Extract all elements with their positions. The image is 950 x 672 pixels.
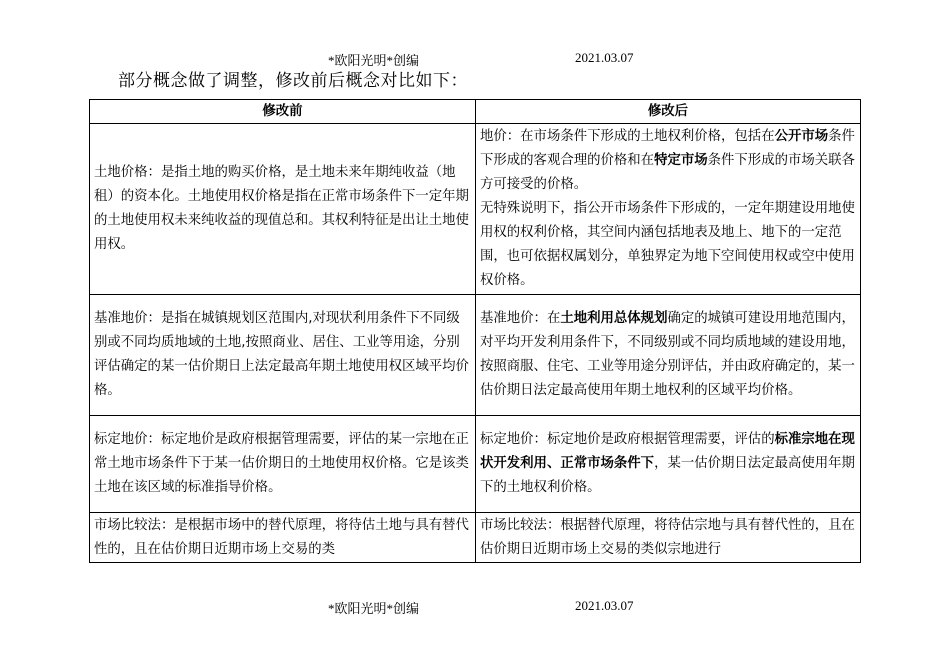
cell-after-standard-price: 标定地价：标定地价是政府根据管理需要，评估的标准宗地在现状开发利用、正常市场条件下，某一估价期日法定最高使用年期下的土地权利价格。 — [476, 416, 861, 513]
table-row — [90, 513, 861, 563]
highlight-standard-parcel: 标准宗地在现状开发利用、正常市场条件下 — [480, 432, 855, 471]
header-date: 2021.03.07 — [575, 50, 634, 65]
after-land-price-p1: 地价：在市场条件下形成的土地权利价格，包括在公开市场条件下形成的客观合理的价格和在特定市场条件下形成的市场关联各方可接受的价格。 — [480, 129, 855, 192]
footer-author: *欧阳光明*创编 — [328, 601, 420, 616]
table-row — [90, 295, 861, 416]
column-header-before: 修改前 — [90, 100, 476, 124]
table-row — [90, 124, 861, 295]
cell-after-market-comparison: 市场比较法：根据替代原理，将待估宗地与具有替代性的，且在估价期日近期市场上交易的类似宗地进行 — [476, 513, 861, 563]
cell-before-standard-price: 标定地价：标定地价是政府根据管理需要，评估的某一宗地在正常土地市场条件下于某一估价期日的土地使用权价格。它是该类土地在该区域的标准指导价格。 — [90, 416, 476, 513]
cell-after-land-price — [476, 124, 861, 295]
footer-date: 2021.03.07 — [575, 598, 634, 613]
cell-before-benchmark-price: 基准地价：是指在城镇规划区范围内,对现状利用条件下不同级别或不同均质地域的土地,按照商业、居住、工业等用途，分别评估确定的某一估价期日上法定最高年期土地使用权区域平均价格。 — [90, 295, 476, 416]
highlight-open-market: 公开市场 — [774, 129, 829, 144]
column-header-after: 修改后 — [476, 100, 861, 124]
highlight-land-use-plan: 土地利用总体规划 — [560, 311, 668, 326]
comparison-table — [89, 99, 861, 563]
after-land-price-p2: 无特殊说明下，指公开市场条件下形成的，一定年期建设用地使用权的权利价格，其空间内涵包括地表及地上、地下的一定范围，也可依据权属划分，单独界定为地下空间使用权或空中使用权价格。 — [480, 201, 855, 288]
cell-before-land-price: 土地价格：是指土地的购买价格，是土地未来年期纯收益（地租）的资本化。土地使用权价格是指在正常市场条件下一定年期的土地使用权未来纯收益的现值总和。其权利特征是出让土地使用权。 — [90, 124, 476, 295]
header-author: *欧阳光明*创编 — [328, 53, 420, 68]
highlight-specific-market: 特定市场 — [654, 153, 708, 168]
table-row — [90, 416, 861, 513]
cell-after-benchmark-price: 基准地价：在土地利用总体规划确定的城镇可建设用地范围内，对平均开发利用条件下，不同级别或不同均质地域的建设用地，按照商服、住宅、工业等用途分别评估，并由政府确定的，某一估价期日法定最高使用年期土地权利的区域平均价格。 — [476, 295, 861, 416]
intro-text: 部分概念做了调整，修改前后概念对比如下： — [118, 71, 468, 91]
table-header-row — [90, 100, 861, 124]
cell-before-market-comparison: 市场比较法：是根据市场中的替代原理，将待估土地与具有替代性的，且在估价期日近期市场上交易的类 — [90, 513, 476, 563]
